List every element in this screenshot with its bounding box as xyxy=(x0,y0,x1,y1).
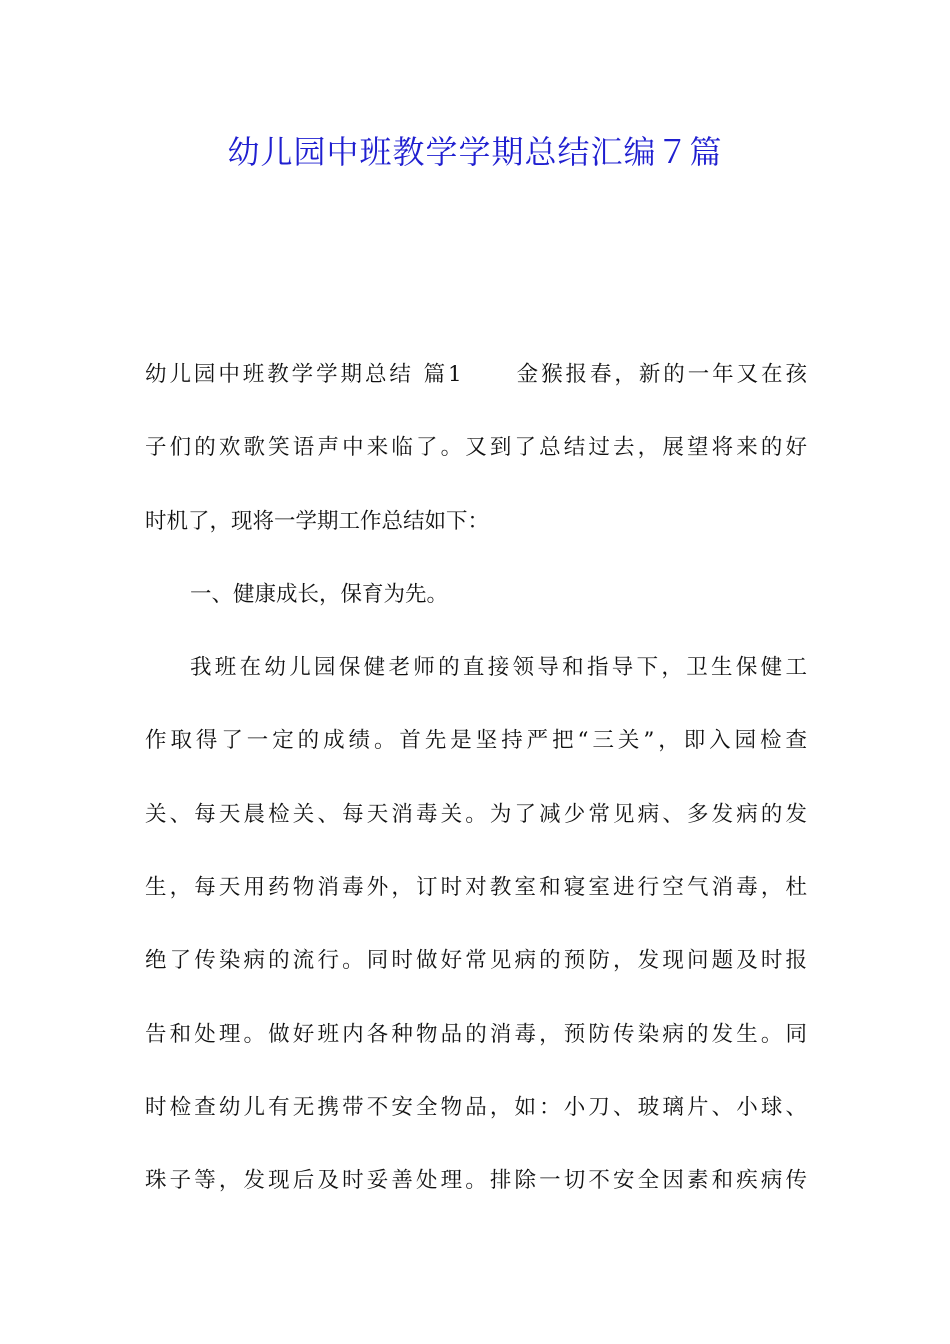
document-body xyxy=(145,338,807,1218)
paragraph-text: 金猴报春，新的一年又在孩 xyxy=(513,362,807,387)
paragraph-line: 作取得了一定的成绩。首先是坚持严把“三关”，即入园检查 xyxy=(145,728,807,754)
document-title: 幼儿园中班教学学期总结汇编７篇 xyxy=(227,133,723,171)
paragraph-line: 我班在幼儿园保健老师的直接领导和指导下，卫生保健工 xyxy=(190,655,807,681)
section-subheading: 一、健康成长，保育为先。 xyxy=(190,581,449,607)
paragraph-line: 告和处理。做好班内各种物品的消毒，预防传染病的发生。同 xyxy=(145,1021,807,1047)
section-heading: 幼儿园中班教学学期总结 篇1 xyxy=(145,362,462,387)
paragraph-line: 时检查幼儿有无携带不安全物品，如：小刀、玻璃片、小球、 xyxy=(145,1094,807,1120)
paragraph-line: 子们的欢歌笑语声中来临了。又到了总结过去，展望将来的好 xyxy=(145,435,807,461)
paragraph-line: 绝了传染病的流行。同时做好常见病的预防，发现问题及时报 xyxy=(145,948,807,974)
paragraph-line: 生，每天用药物消毒外，订时对教室和寝室进行空气消毒，杜 xyxy=(145,875,807,901)
paragraph-line: 关、每天晨检关、每天消毒关。为了减少常见病、多发病的发 xyxy=(145,801,807,827)
paragraph-line xyxy=(145,338,807,411)
paragraph-line: 时机了，现将一学期工作总结如下： xyxy=(145,508,490,534)
paragraph-line: 珠子等，发现后及时妥善处理。排除一切不安全因素和疾病传 xyxy=(145,1168,807,1194)
